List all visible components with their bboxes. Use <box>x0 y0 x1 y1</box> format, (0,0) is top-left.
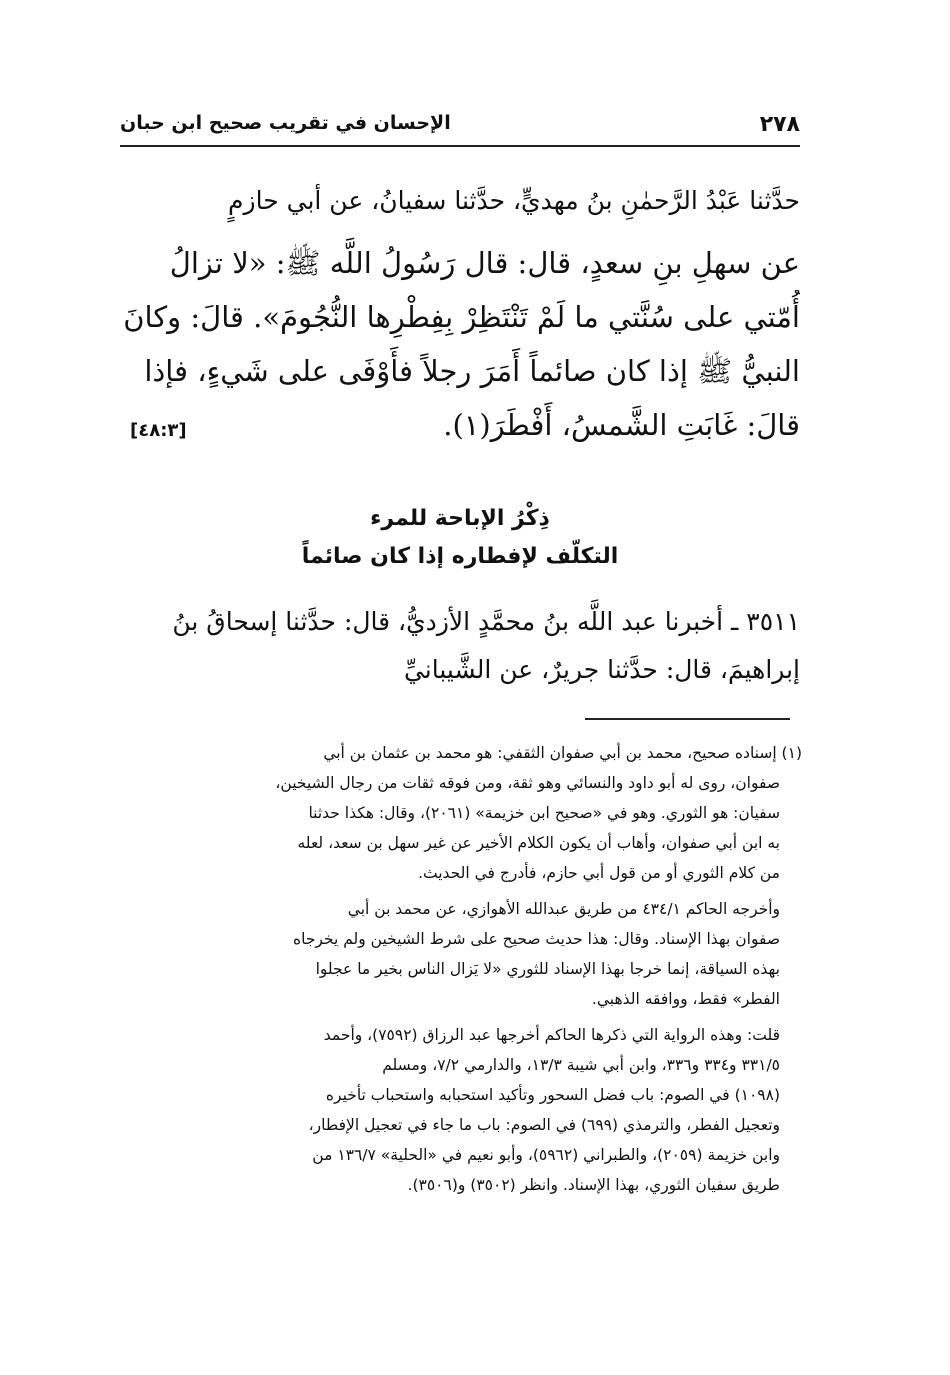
text-line: ٣٥١١ ـ أخبرنا عبد اللَّه بنُ محمَّدٍ الأزديُّ، قال: حدَّثنا إسحاقُ بنُ <box>172 607 800 636</box>
footnote-line: به ابن أبي صفوان، وأهاب أن يكون الكلام الأخير عن غير سهل بن سعد، لعله <box>297 834 780 852</box>
footnote-line: صفوان، روى له أبو داود والنسائي وهو ثقة، ومن فوقه ثقات من رجال الشيخين، <box>275 774 780 792</box>
footnote-line: وابن خزيمة (٢٠٥٩)، والطبراني (٥٩٦٢)، وأبو نعيم في «الحلية» ١٣٦/٧ من <box>312 1146 780 1164</box>
running-title: الإحسان في تقريب صحيح ابن حبان <box>120 112 451 134</box>
text-line: النبيُّ ﷺ إذا كان صائماً أَمَرَ رجلاً فأَوْفَى على شَيءٍ، فإذا <box>144 354 800 388</box>
text-line: عن سهلِ بنِ سعدٍ، قال: قال رَسُولُ اللَّه ﷺ: «لا تزالُ <box>169 246 800 280</box>
footnote-line: من كلام الثوري أو من قول أبي حازم، فأدرج في الحديث. <box>418 864 780 882</box>
text-line: حدَّثنا عَبْدُ الرَّحمٰنِ بنُ مهديٍّ، حدَّثنا سفيانُ، عن أبي حازمٍ <box>228 186 800 215</box>
footnote-line: الفطر» فقط، ووافقه الذهبي. <box>591 990 780 1008</box>
footnote-line: ٣٣١/٥ و٣٣٤ و٣٣٦، وابن أبي شيبة ١٣/٣، والدارمي ٧/٢، ومسلم <box>382 1056 780 1074</box>
footnotes <box>118 738 802 1206</box>
section-heading <box>120 500 800 576</box>
footnote-line: (١٠٩٨) في الصوم: باب فضل السحور وتأكيد استحبابه واستحباب تأخيره <box>325 1086 780 1104</box>
header-rule <box>120 145 800 147</box>
section-heading-line2: التكلّف لإفطاره إذا كان صائماً <box>301 544 619 569</box>
footnote-paragraph-1 <box>118 738 802 888</box>
text-line: إبراهيمَ، قال: حدَّثنا جريرٌ، عن الشَّيبانيِّ <box>403 655 800 684</box>
hadith-matn <box>120 236 800 452</box>
hadith-3511 <box>120 598 800 694</box>
footnote-line: قلت: وهذه الرواية التي ذكرها الحاكم أخرجها عبد الرزاق (٧٥٩٢)، وأحمد <box>323 1026 780 1044</box>
footnote-paragraph-3 <box>118 1020 802 1200</box>
footnote-line: سفيان: هو الثوري. وهو في «صحيح ابن خزيمة» (٢٠٦١)، وقال: هكذا حدثنا <box>308 804 780 822</box>
footnote-separator <box>585 718 790 720</box>
section-heading-line1: ذِكْرُ الإباحة للمرء <box>370 506 550 531</box>
footnote-line: بهذه السياقة، إنما خرجا بهذا الإسناد للثوري «لا يَزال الناس بخير ما عجلوا <box>315 960 780 978</box>
page-header <box>120 112 800 146</box>
footnote-line: وأخرجه الحاكم ٤٣٤/١ من طريق عبدالله الأهوازي، عن محمد بن أبي <box>347 900 780 918</box>
footnote-line: صفوان بهذا الإسناد. وقال: هذا حديث صحيح على شرط الشيخين ولم يخرجاه <box>293 930 780 948</box>
footnote-line: طريق سفيان الثوري، بهذا الإسناد. وانظر (٣٥٠٢) و(٣٥٠٦). <box>407 1176 780 1194</box>
hadith-chain-continuation <box>120 178 800 224</box>
footnote-line: (١) إسناده صحيح، محمد بن أبي صفوان الثقفي: هو محمد بن عثمان بن أبي <box>323 744 802 762</box>
footnote-line: وتعجيل الفطر، والترمذي (٦٩٩) في الصوم: باب ما جاء في تعجيل الإفطار، <box>308 1116 780 1134</box>
text-line: قالَ: غَابَتِ الشَّمسُ، أَفْطَرَ(١). <box>443 408 800 442</box>
hadith-reference: [٤٨:٣] <box>130 420 187 441</box>
footnote-paragraph-2 <box>118 894 802 1014</box>
text-line: أُمّتي على سُنَّتي ما لَمْ تَنْتَظِرْ بِفِطْرِها النُّجُومَ». قالَ: وكانَ <box>123 300 800 334</box>
page-number: ٢٧٨ <box>759 112 800 137</box>
